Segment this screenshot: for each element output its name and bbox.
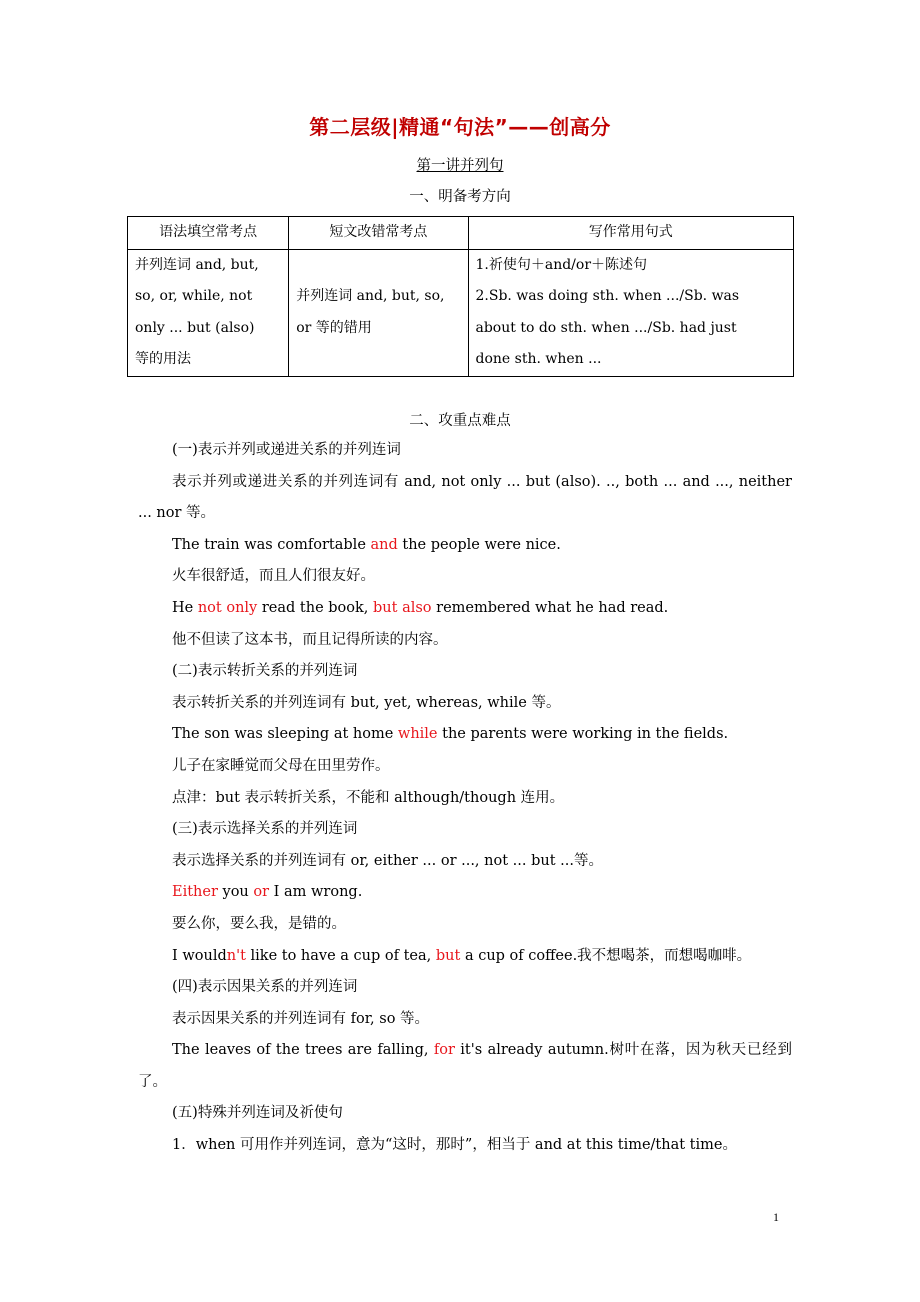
highlight-word: but [435,947,461,964]
paragraph: 表示并列或递进关系的并列连词有 and, not only ... but (also). .., both ... and ..., neither ... nor 等。 [138,473,792,522]
exam-focus-table [127,216,794,377]
example-translation: 要么你，要么我，是错的。 [172,915,346,932]
paragraph: 表示选择关系的并列连词有 or, either ... or ..., not ... but ...等。 [172,852,603,869]
table-header-row [128,217,794,250]
note: 点津：but 表示转折关系，不能和 although/though 连用。 [172,789,565,806]
paragraph: 表示因果关系的并列连词有 for, so 等。 [172,1010,430,1027]
highlight-word: and [370,536,398,553]
table-header-cell: 短文改错常考点 [289,217,468,250]
lecture-title-text: 第一讲并列句 [416,158,504,174]
table-header-cell: 语法填空常考点 [128,217,289,250]
highlight-word: while [397,726,438,743]
cell-line: only ... but (also) [135,319,255,336]
cell-line: about to do sth. when .../Sb. had just [475,319,737,336]
highlight-word: but also [373,599,432,616]
table-header-cell: 写作常用句式 [468,217,794,250]
example-sentence: He not only read the book, but also remembered what he had read. [172,599,669,616]
table-cell-grammar-fill [128,249,289,376]
example-sentence: I wouldn't like to have a cup of tea, but a cup of coffee.我不想喝茶，而想喝咖啡。 [172,947,752,964]
example-sentence: The leaves of the trees are falling, for it's already autumn.树叶在落，因为秋天已经到了。 [138,1042,792,1090]
cell-line: 1.祈使句＋and/or＋陈述句 [475,256,648,273]
table-cell-writing-patterns [468,249,794,376]
highlight-word: n't [226,947,246,964]
example-translation: 他不但读了这本书，而且记得所读的内容。 [172,631,448,648]
subheading: (一)表示并列或递进关系的并列连词 [172,442,401,458]
section-heading-2: 二、攻重点难点 [409,413,511,429]
example-sentence: Either you or I am wrong. [172,884,363,901]
subheading: (五)特殊并列连词及祈使句 [172,1105,343,1122]
highlight-word: for [433,1042,455,1059]
cell-line: 2.Sb. was doing sth. when .../Sb. was [475,288,740,304]
cell-line: done sth. when ... [475,351,602,367]
page-number: 1 [773,1210,779,1224]
cell-line: 等的用法 [135,351,191,367]
subheading: (四)表示因果关系的并列连词 [172,979,358,996]
example-sentence: The train was comfortable and the people were nice. [172,536,561,553]
cell-line: 并列连词 and, but, [135,256,259,273]
highlight-word: not only [197,599,258,616]
subheading: (三)表示选择关系的并列连词 [172,821,358,838]
lecture-title [0,154,920,175]
example-translation: 儿子在家睡觉而父母在田里劳作。 [172,757,390,774]
example-sentence: The son was sleeping at home while the parents were working in the fields. [172,726,729,743]
cell-line: so, or, while, not [135,288,253,304]
highlight-word: Either [172,884,218,901]
subheading: (二)表示转折关系的并列连词 [172,663,358,680]
section-heading-1: 一、明备考方向 [409,189,511,205]
highlight-word: or [253,884,270,901]
example-translation: 火车很舒适，而且人们很友好。 [172,568,375,585]
body-text [138,435,792,1162]
table-cell-error-correction: 并列连词 and, but, so, or 等的错用 [289,249,468,376]
paragraph: 表示转折关系的并列连词有 but, yet, whereas, while 等。 [172,694,561,711]
table-row [128,249,794,376]
paragraph: 1．when 可用作并列连词，意为“这时，那时”，相当于 and at this time/that time。 [172,1137,737,1154]
page-title: 第二层级|精通“句法”——创高分 [309,115,611,139]
